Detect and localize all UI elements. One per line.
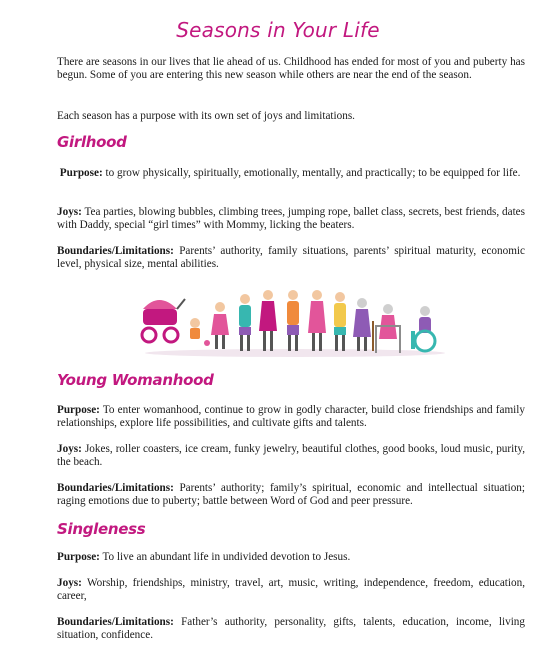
girl-figure-icon [211,302,229,349]
joys-text: Jokes, roller coasters, ice cream, funky jewelry, beautiful clothes, good books, loud music, purity, the beach. [57,443,525,468]
limitations-label: Boundaries/Limitations: [57,245,174,257]
limitations-text: Father’s authority, personality, gifts, talents, education, income, living situation, confidence. [57,616,525,641]
young-womanhood-purpose [57,404,525,430]
young-womanhood-limitations [57,482,525,508]
joys-text: Worship, friendships, ministry, travel, art, music, writing, independence, freedom, education, career, [57,577,525,602]
purpose-label: Purpose: [57,551,100,563]
young-woman-figure-icon [259,290,277,351]
mother-figure-icon [308,290,326,351]
elderly-woman-wheelchair-icon [411,306,435,351]
joys-label: Joys: [57,206,82,218]
limitations-label: Boundaries/Limitations: [57,616,174,628]
page-title: Seasons in Your Life [176,18,380,42]
teen-figure-icon [239,294,251,351]
singleness-limitations [57,616,525,642]
woman-figure-icon [287,290,299,351]
section-heading-young-womanhood: Young Womanhood [57,371,214,389]
purpose-label: Purpose: [59,167,103,179]
baby-stroller-icon [142,299,185,342]
girlhood-joys [57,206,525,232]
singleness-joys [57,577,525,603]
purpose-text: To enter womanhood, continue to grow in godly character, build close friendships and family relationships, explore life possibilities, and cultivate gifts and talents. [57,404,525,429]
purpose-label: Purpose: [57,404,100,416]
life-stages-illustration [135,287,450,359]
toddler-figure-icon [190,318,210,346]
joys-label: Joys: [57,577,82,589]
singleness-purpose [57,551,525,564]
intro-paragraph: There are seasons in our lives that lie ahead of us. Childhood has ended for most of you and puberty has begun. Some of you are entering this new season while others are near the end of the season. [57,56,525,81]
girlhood-purpose [57,167,525,180]
girlhood-limitations [57,245,525,271]
joys-text: Tea parties, blowing bubbles, climbing trees, jumping rope, ballet class, secrets, best friends, dates with Daddy, special “girl times” with Mommy, licking the beaters. [57,206,525,231]
intro-paragraph: Each season has a purpose with its own set of joys and limitations. [57,110,355,122]
section-heading-girlhood: Girlhood [57,133,127,151]
middle-aged-woman-figure-icon [334,292,346,351]
limitations-label: Boundaries/Limitations: [57,482,174,494]
limitations-text: Parents’ authority; family’s spiritual, economic and intellectual situation; raging emotions due to puberty; battle between Word of God and peer pressure. [57,482,525,507]
purpose-text: to grow physically, spiritually, emotionally, mentally, and practically; to be equipped for life. [102,167,521,179]
elderly-woman-walker-icon [375,304,401,353]
joys-label: Joys: [57,443,82,455]
section-heading-singleness: Singleness [57,520,146,538]
purpose-text: To live an abundant life in undivided devotion to Jesus. [99,551,351,563]
young-womanhood-joys [57,443,525,469]
limitations-text: Parents’ authority, family situations, parents’ spiritual maturity, economic level, physical size, mental abilities. [57,245,525,270]
older-woman-figure-icon [353,298,373,351]
